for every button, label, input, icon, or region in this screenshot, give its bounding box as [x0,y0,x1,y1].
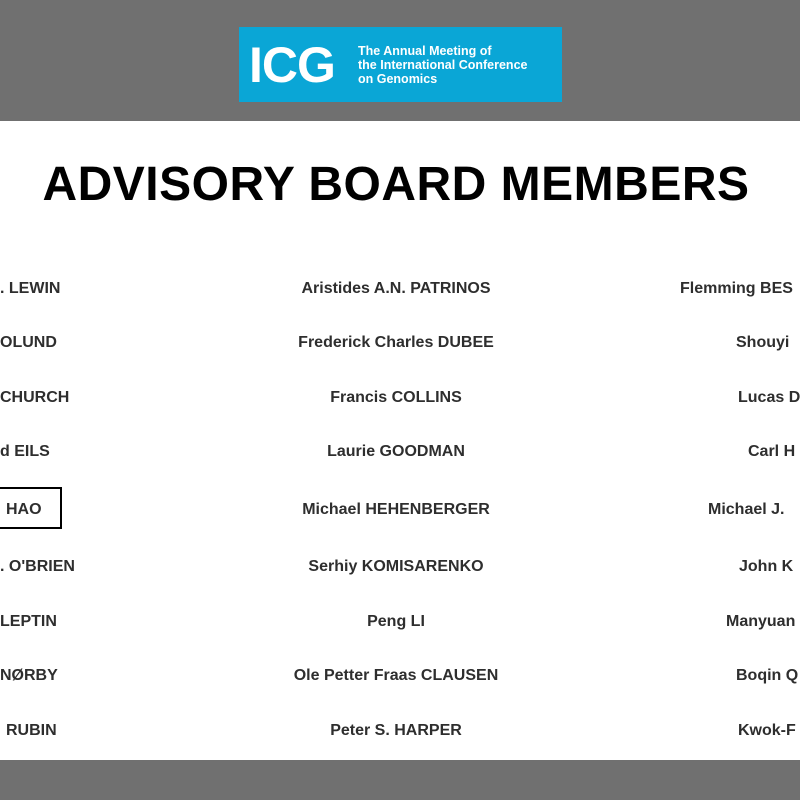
member-name: Francis COLLINS [330,389,462,406]
member-name: OLUND [0,334,57,351]
member-name: Aristides A.N. PATRINOS [301,280,491,297]
advisory-board-panel [0,121,800,760]
icg-logo-text [358,44,527,86]
member-name: Manyuan [726,613,796,630]
member-name: Kwok-F [738,722,796,739]
member-name: LEPTIN [0,613,57,630]
member-name: Frederick Charles DUBEE [298,334,494,351]
logo-line-3: on Genomics [358,72,438,86]
member-name: Peter S. HARPER [330,722,462,739]
selected-member-highlight[interactable] [0,487,62,529]
member-name: Lucas D [738,389,800,406]
bottom-band [0,760,800,800]
member-name: Shouyi [736,334,790,351]
icg-logo[interactable] [239,27,562,102]
member-name: Serhiy KOMISARENKO [308,558,484,575]
member-name: d EILS [0,443,50,460]
logo-line-2: the International Conference [358,58,528,72]
member-name: RUBIN [6,722,57,739]
member-name: Laurie GOODMAN [327,443,465,460]
member-name: John K [739,558,794,575]
member-name: . LEWIN [0,280,61,297]
logo-line-1: The Annual Meeting of [358,44,492,58]
member-name: Flemming BES [680,280,793,297]
member-name: HAO [6,501,42,518]
member-name: NØRBY [0,667,58,684]
member-name: CHURCH [0,389,70,406]
member-name: Peng LI [367,613,425,630]
page-title: ADVISORY BOARD MEMBERS [42,158,750,211]
member-name: Michael J. [708,501,785,518]
member-name: Michael HEHENBERGER [302,501,490,518]
member-name: Carl H [748,443,796,460]
member-name: Ole Petter Fraas CLAUSEN [293,667,499,684]
member-name: . O'BRIEN [0,558,75,575]
member-name: Boqin Q [736,667,799,684]
icg-logo-mark: ICG [249,37,335,93]
